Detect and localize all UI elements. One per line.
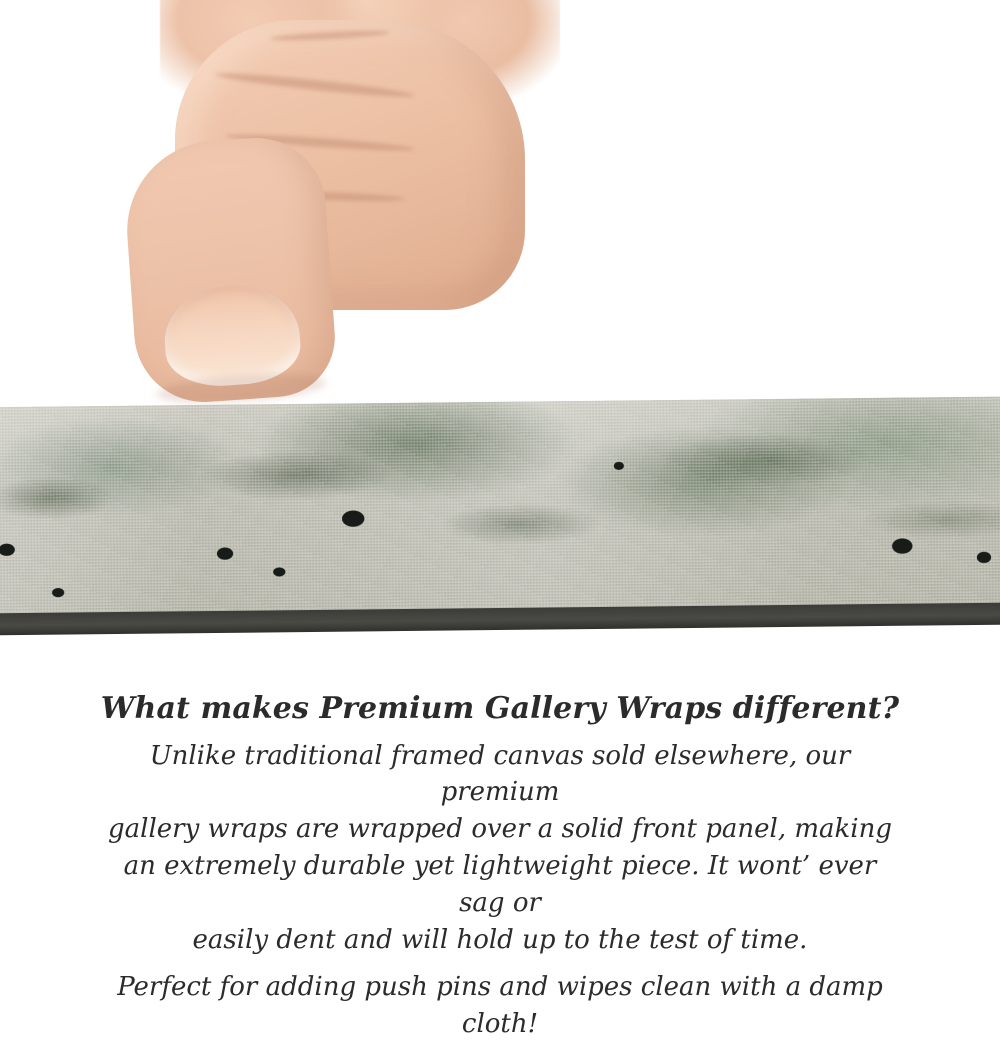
print-speck: [614, 462, 624, 470]
caption-body: [0, 738, 1000, 1043]
caption-line: gallery wraps are wrapped over a solid front panel, making: [108, 814, 892, 845]
print-speck: [52, 588, 64, 597]
print-speck: [217, 547, 233, 559]
caption-last-line: Perfect for adding push pins and wipes clean with a damp cloth!: [117, 971, 883, 1039]
print-speck: [892, 538, 913, 554]
print-speck: [273, 567, 285, 576]
caption-line: easily dent and will hold up to the test of time.: [192, 925, 808, 956]
caption-line: an extremely durable yet lightweight piece. It wont’ ever sag or: [123, 851, 877, 919]
caption-heading: What makes Premium Gallery Wraps different?: [100, 691, 900, 726]
canvas-weave-texture: [0, 397, 1000, 627]
canvas-wrap-edge: [0, 397, 1000, 627]
print-speck: [977, 552, 991, 563]
human-hand-fist: [120, 0, 580, 440]
caption-block: [0, 690, 1000, 1043]
thumb: [121, 133, 339, 406]
caption-line: Unlike traditional framed canvas sold elsewhere, our premium: [149, 740, 851, 808]
